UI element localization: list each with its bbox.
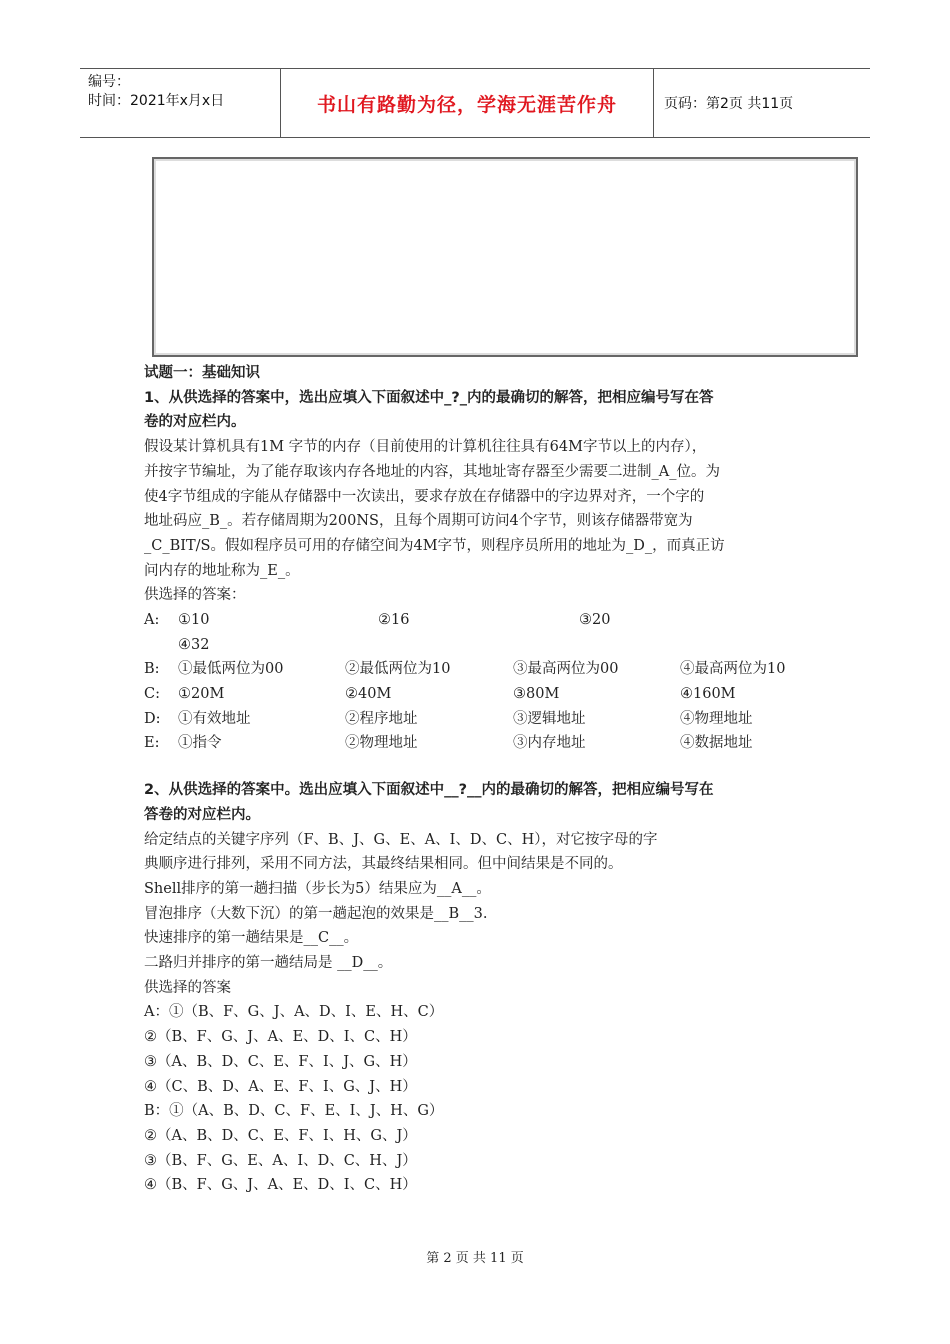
option-choice: ②40M: [345, 686, 392, 703]
option-row-d: [144, 707, 814, 732]
option-row-b: [144, 657, 814, 682]
option-choice: ②程序地址: [345, 710, 418, 727]
q1-prompt-line: 1、从供选择的答案中，选出应填入下面叙述中_?_内的最确切的解答，把相应编号写在答: [144, 389, 714, 406]
q2-prompt-line: 2、从供选择的答案中。选出应填入下面叙述中__?__内的最确切的解答，把相应编号写在: [144, 782, 714, 799]
option-choice: ④数据地址: [680, 735, 753, 752]
option-choice: ④最高两位为10: [680, 661, 786, 678]
option-label: C:: [144, 686, 160, 703]
page-header: [80, 68, 870, 138]
q2-body-line: 给定结点的关键字序列（F、B、J、G、E、A、I、D、C、H），对它按字母的字: [144, 831, 658, 848]
q1-body-line: 地址码应_B_。若存储周期为200NS，且每个周期可访问4个字节，则该存储器带宽为: [144, 513, 693, 530]
option-choice: ①10: [178, 612, 210, 629]
section-title: 试题一：基础知识: [144, 365, 260, 381]
option-choice: ①指令: [178, 735, 222, 752]
option-choice: ②16: [378, 612, 410, 629]
option-row-a: [144, 608, 814, 633]
q2-answer-line: ④（B、F、G、J、A、E、D、I、C、H）: [144, 1177, 417, 1194]
q1-prompt-line: 卷的对应栏内。: [144, 414, 246, 431]
option-choice: ④物理地址: [680, 710, 753, 727]
empty-frame: [152, 157, 858, 357]
header-meta: [88, 73, 278, 111]
header-page-info: 页码：第2页 共11页: [664, 96, 794, 112]
option-choice: ③20: [579, 612, 611, 629]
option-row-c: [144, 682, 814, 707]
option-row-e: [144, 731, 814, 756]
option-label: D:: [144, 710, 161, 727]
option-label: B:: [144, 661, 160, 678]
option-label: A:: [144, 612, 160, 629]
q1-answers-label: 供选择的答案：: [144, 587, 246, 604]
page-footer: 第 2 页 共 11 页: [426, 1251, 524, 1266]
q2-answer-line: ②（B、F、G、J、A、E、D、I、C、H）: [144, 1029, 417, 1046]
q2-body-line: 快速排序的第一趟结果是__C__。: [144, 930, 359, 947]
q2-answer-line: ②（A、B、D、C、E、F、I、H、G、J）: [144, 1128, 417, 1144]
q2-answer-line: ③（B、F、G、E、A、I、D、C、H、J）: [144, 1152, 417, 1169]
option-choice: ③内存地址: [513, 735, 586, 752]
document-body: [144, 361, 814, 1198]
q2-answer-line: ③（A、B、D、C、E、F、I、J、G、H）: [144, 1053, 417, 1070]
q1-body-line: 并按字节编址，为了能存取该内存各地址的内容，其地址寄存器至少需要二进制_A_位。为: [144, 463, 720, 480]
option-choice: ②物理地址: [345, 735, 418, 752]
q2-body-line: Shell排序的第一趟扫描（步长为5）结果应为__A__。: [144, 880, 491, 897]
option-choice: ④32: [178, 636, 210, 653]
q1-body-line: 假设某计算机具有1M 字节的内存（目前使用的计算机往往具有64M字节以上的内存），: [144, 439, 707, 456]
q2-answer-line: B：①（A、B、D、C、F、E、I、J、H、G）: [144, 1103, 444, 1120]
header-divider: [653, 69, 654, 137]
time-label: 时间：2021年x月x日: [88, 93, 225, 109]
option-choice: ①20M: [178, 686, 225, 703]
option-label: E:: [144, 735, 160, 752]
option-choice: ③最高两位为00: [513, 661, 619, 678]
option-choice: ②最低两位为10: [345, 661, 451, 678]
q2-answers-label: 供选择的答案: [144, 979, 231, 996]
q2-body-line: 典顺序进行排列，采用不同方法，其最终结果相同。但中间结果是不同的。: [144, 856, 623, 873]
option-choice: ③逻辑地址: [513, 710, 586, 727]
q2-answer-line: ④（C、B、D、A、E、F、I、G、J、H）: [144, 1078, 417, 1095]
q2-prompt-line: 答卷的对应栏内。: [144, 806, 260, 823]
header-motto: 书山有路勤为径，学海无涯苦作舟: [316, 93, 617, 116]
q1-body-line: 问内存的地址称为_E_。: [144, 562, 300, 579]
q1-body-line: _C_BIT/S。假如程序员可用的存储空间为4M字节，则程序员所用的地址为_D_，而真正访: [144, 537, 725, 554]
option-choice: ④160M: [680, 686, 736, 703]
code-label: 编号：: [88, 74, 130, 90]
option-row-a-cont: [144, 633, 814, 658]
q2-body-line: 冒泡排序（大数下沉）的第一趟起泡的效果是__B__3.: [144, 905, 488, 922]
option-choice: ①有效地址: [178, 710, 251, 727]
q1-body-line: 使4字节组成的字能从存储器中一次读出，要求存放在存储器中的字边界对齐，一个字的: [144, 488, 705, 505]
option-choice: ①最低两位为00: [178, 661, 284, 678]
option-choice: ③80M: [513, 686, 560, 703]
q2-answer-line: A：①（B、F、G、J、A、D、I、E、H、C）: [144, 1004, 444, 1021]
q2-body-line: 二路归并排序的第一趟结局是 __D__。: [144, 955, 393, 972]
